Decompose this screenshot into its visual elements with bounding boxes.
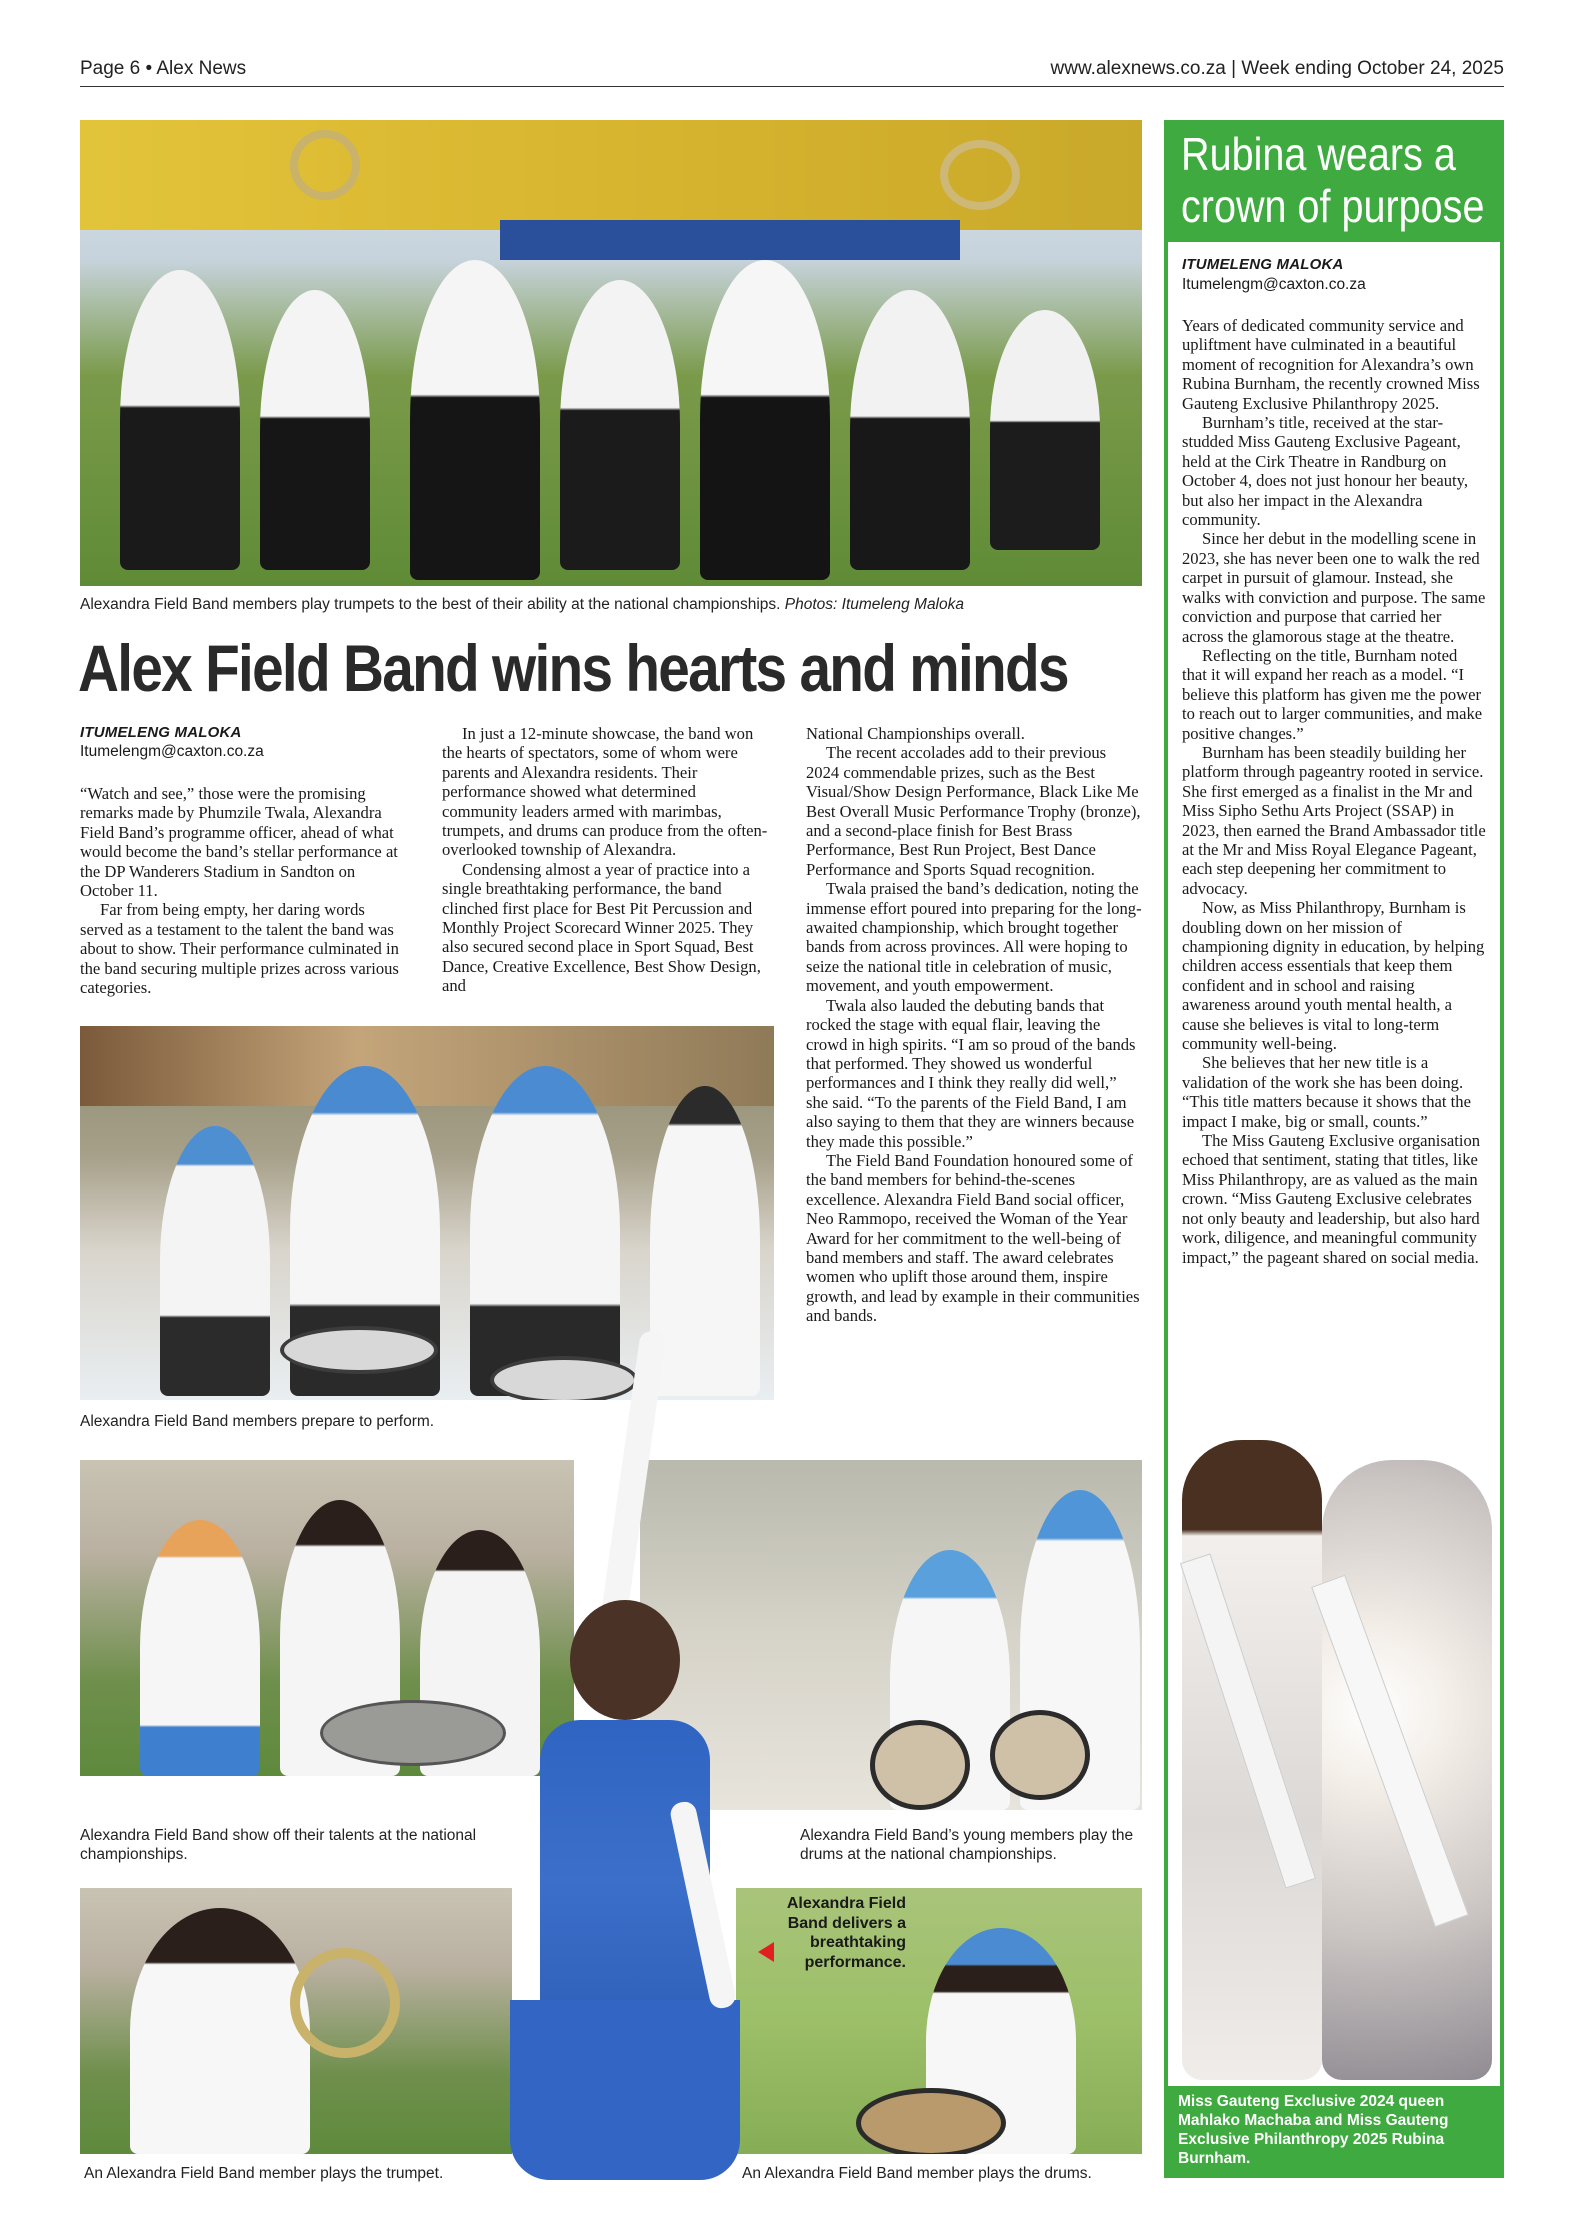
side-p3: Since her debut in the modelling scene in 2023, she has never been one to walk the red carpet in pursuit of glamour. Instead, she walks with conviction and purpose. The same conviction and purpose that carried her across the glamorous stage at the theatre. [1182,529,1486,646]
main-col3-p1: National Championships overall. [806,724,1025,743]
sousaphone-bell [290,130,360,200]
side-p6: Now, as Miss Philanthropy, Burnham is doubling down on her mission of championing dignity in education, by helping children access essentials that keep them confident and in school and raising awareness around youth mental health, a cause she believes is vital to long-term community well-being. [1182,898,1485,1054]
header-rule [80,86,1504,87]
caption-top: Alexandra Field Band members play trumpets to the best of their ability at the national championships. Photos: Itumeleng Maloka [80,596,964,613]
main-col3-p2: The recent accolades add to their previous 2024 commendable prizes, such as the Best Visual/Show Design Performance, Black Like Me Best Overall Music Performance Trophy (bronze), and a second-place finish for Best Brass Performance, Best Run Project, Best Dance Performance and Sports Squad recognition. [806,743,1141,879]
side-p1: Years of dedicated community service and upliftment have culminated in a beautiful moment of recognition for Alexandra’s own Rubina Burnham, the recently crowned Miss Gauteng Exclusive Philanthropy 2025. [1182,316,1480,413]
photo-trumpets [80,120,1142,586]
side-p5: Burnham has been steadily building her platform through pageantry rooted in service. She first emerged as a finalist in the Mr and Miss Sipho Sethu Arts Project (SSAP) in 2023, then earned the Brand Ambassador title at the Mr and Miss Royal Elegance Pageant, each step deepening her commitment to advocacy. [1182,742,1486,898]
side-byline-email: Itumelengm@caxton.co.za [1182,276,1366,293]
caption-talents: Alexandra Field Band show off their talents at the national championships. [80,1827,477,1863]
arrow-left-icon [758,1942,774,1962]
photo-trumpet-player [80,1888,512,2154]
caption-prepare: Alexandra Field Band members prepare to perform. [80,1413,435,1430]
side-byline: ITUMELENG MALOKA [1182,256,1344,273]
stadium-banner [500,220,960,260]
side-photo-caption: Miss Gauteng Exclusive 2024 queen Mahlako Machaba and Miss Gauteng Exclusive Philanthropy 2025 Rubina Burnham. [1168,2086,1500,2174]
caption-young: Alexandra Field Band’s young members play the drums at the national championships. [800,1827,1134,1863]
photo-dancer-cutout [470,1300,790,2200]
side-title-line-1: Rubina wears a [1181,128,1456,180]
caption-trumpet: An Alexandra Field Band member plays the trumpet. [84,2165,444,2182]
side-p8: The Miss Gauteng Exclusive organisation echoed that sentiment, stating that titles, like Miss Philanthropy, are as valued as the main crown. “Miss Gauteng Exclusive celebrates not only beauty and leadership, but also hard work, diligence, and meaningful community impact,” the pageant shared on social media. [1182,1131,1481,1267]
main-byline-email: Itumelengm@caxton.co.za [80,743,264,760]
main-col3-p4: Twala also lauded the debuting bands that rocked the stage with equal flair, leaving the crowd in high spirits. “I am so proud of the bands that performed. They showed us wonderful performances and I think they really did well,” she said. “To the parents of the Field Band, I am also saying to them that they are winners because they made this possible.” [806,995,1136,1151]
side-title-line-2: crown of purpose [1181,180,1485,232]
main-col1-p2: Far from being empty, her daring words served as a testament to the talent the band was about to show. Their performance culminated in the band securing multiple prizes across various categories. [80,900,399,998]
photo-pageant-queens [1172,1440,1496,2080]
main-col2-p2: Condensing almost a year of practice into a single breathtaking performance, the band clinched first place for Best Pit Percussion and Monthly Project Scorecard Winner 2025. They also secured second place in Sport Squad, Best Dance, Creative Excellence, Best Show Design, and [442,859,761,996]
site-date-line: www.alexnews.co.za | Week ending October 24, 2025 [1050,58,1504,79]
main-col3-p3: Twala praised the band’s dedication, noting the immense effort poured into preparing for the long-awaited championship, which brought together bands from across provinces. All were hoping to seize the national title in celebration of music, movement, and youth empowerment. [806,879,1142,996]
main-col-2 [442,724,772,996]
side-p7: She believes that her new title is a validation of the work she has been doing. “This title matters because it shows that the impact I make, big or small, counts.” [1182,1053,1471,1131]
side-p2: Burnham’s title, received at the star-studded Miss Gauteng Exclusive Pageant, held at the Cirk Theatre in Randburg on October 4, does not just honour her beauty, but also her impact in the Alexandra community. [1182,413,1469,530]
side-p4: Reflecting on the title, Burnham noted that it will expand her reach as a model. “I believe this platform has given me the power to reach out to larger communities, and make positive changes.” [1182,645,1483,743]
main-col2-p1: In just a 12-minute showcase, the band won the hearts of spectators, some of whom were parents and Alexandra residents. Their performance showed what determined community leaders armed with marimbas, trumpets, and drums can produce from the often-overlooked township of Alexandra. [442,724,768,860]
pull-quote: Alexandra Field Band delivers a breathtaking performance. [786,1895,906,1971]
caption-drums: An Alexandra Field Band member plays the drums. [742,2165,1092,2182]
main-col3-p5: The Field Band Foundation honoured some of the band members for behind-the-scenes excellence. Alexandra Field Band social officer, Neo Rammopo, received the Woman of the Year Award for her commitment to the well-being of band members and staff. The award celebrates women who uplift those around them, inspire growth, and lead by example in their communities and bands. [806,1150,1140,1326]
main-headline: Alex Field Band wins hearts and minds [78,631,1068,705]
side-story-body [1182,316,1486,1267]
main-col1-p1: “Watch and see,” those were the promising remarks made by Phumzile Twala, Alexandra Field Band’s programme officer, ahead of what would become the band’s stellar performance at the DP Wanderers Stadium in Sandton on October 11. [80,784,398,901]
side-story-title [1181,128,1485,232]
page-folio: Page 6 • Alex News [80,58,247,79]
main-col-1 [80,784,410,997]
main-byline: ITUMELENG MALOKA [80,724,242,741]
main-col-3 [806,724,1142,1326]
